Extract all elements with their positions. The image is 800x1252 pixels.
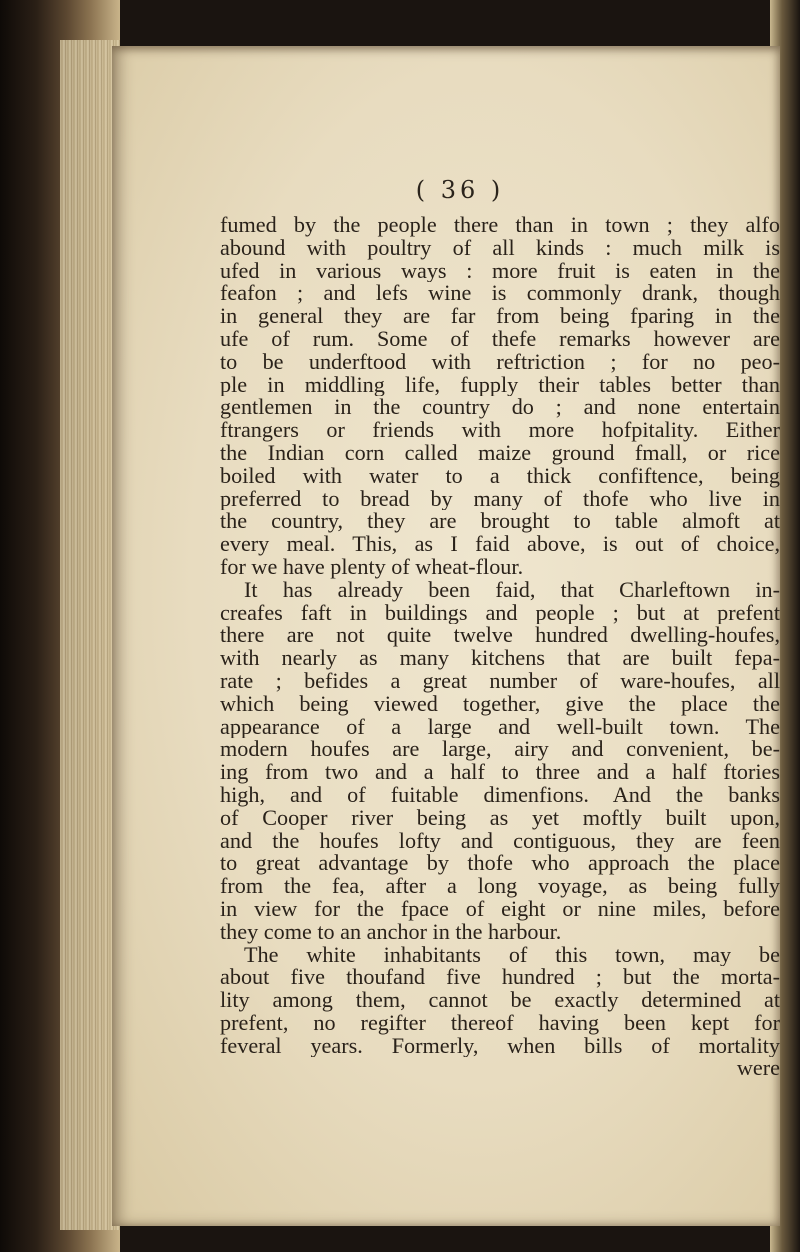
text-line: and the houfes lofty and contiguous, they are feen xyxy=(220,829,780,853)
text-line: of Cooper river being as yet moftly built upon, xyxy=(220,806,780,830)
text-line: there are not quite twelve hundred dwelling-houfes, xyxy=(220,624,780,648)
text-line: creafes faft in buildings and people ; but at prefent xyxy=(220,601,780,625)
text-line: with nearly as many kitchens that are built fepa- xyxy=(220,647,780,670)
text-line: every meal. This, as I faid above, is out of choice, xyxy=(220,533,780,556)
text-line: gentlemen in the country do ; and none entertain xyxy=(220,396,780,420)
text-line: preferred to bread by many of thofe who live in xyxy=(220,487,780,511)
catchword: were xyxy=(736,1057,780,1081)
text-line: feafon ; and lefs wine is commonly drank, though xyxy=(220,282,780,306)
text-line: prefent, no regifter thereof having been kept for xyxy=(220,1011,780,1035)
text-line: from the fea, after a long voyage, as being fully xyxy=(220,875,780,898)
text-line: to be underftood with reftriction ; for no peo- xyxy=(220,350,780,374)
text-line: about five thoufand five hundred ; but the morta- xyxy=(220,966,780,990)
text-line: the country, they are brought to table almoft at xyxy=(220,510,780,534)
text-line: ftrangers or friends with more hofpitality. Either xyxy=(220,419,780,442)
text-line: the Indian corn called maize ground fmall, or rice xyxy=(220,441,780,465)
text-line: The white inhabitants of this town, may be xyxy=(244,943,780,967)
text-line: ing from two and a half to three and a half ftories xyxy=(220,761,780,784)
text-line: It has already been faid, that Charleftown in- xyxy=(244,578,780,602)
text-line: high, and of fuitable dimenfions. And the banks xyxy=(220,783,780,807)
text-line: fumed by the people there than in town ; they alfo xyxy=(220,214,780,237)
text-line: in general they are far from being fparing in the xyxy=(220,305,780,328)
text-line: ufed in various ways : more fruit is eaten in the xyxy=(220,259,780,283)
text-line: appearance of a large and well-built town. The xyxy=(220,715,780,739)
text-line: rate ; befides a great number of ware-houfes, all xyxy=(220,669,780,693)
page-sheet xyxy=(112,46,780,1226)
text-line: which being viewed together, give the place the xyxy=(220,692,780,716)
text-line: boiled with water to a thick confiftence, being xyxy=(220,464,780,488)
text-line: feveral years. Formerly, when bills of mortality xyxy=(220,1034,780,1058)
text-line: they come to an anchor in the harbour. xyxy=(220,920,562,944)
page-edges xyxy=(60,40,120,1230)
text-line: abound with poultry of all kinds : much milk is xyxy=(220,236,780,260)
text-line: modern houfes are large, airy and convenient, be- xyxy=(220,738,780,762)
text-line: in view for the fpace of eight or nine miles, before xyxy=(220,897,780,921)
page-number: ( 36 ) xyxy=(415,176,505,204)
text-line: for we have plenty of wheat-flour. xyxy=(220,555,524,579)
text-line: lity among them, cannot be exactly determined at xyxy=(220,989,780,1012)
body-text xyxy=(220,214,780,1080)
text-line: ple in middling life, fupply their tables better than xyxy=(220,373,780,397)
text-line: to great advantage by thofe who approach the place xyxy=(220,852,780,876)
text-line: ufe of rum. Some of thefe remarks however are xyxy=(220,327,780,351)
